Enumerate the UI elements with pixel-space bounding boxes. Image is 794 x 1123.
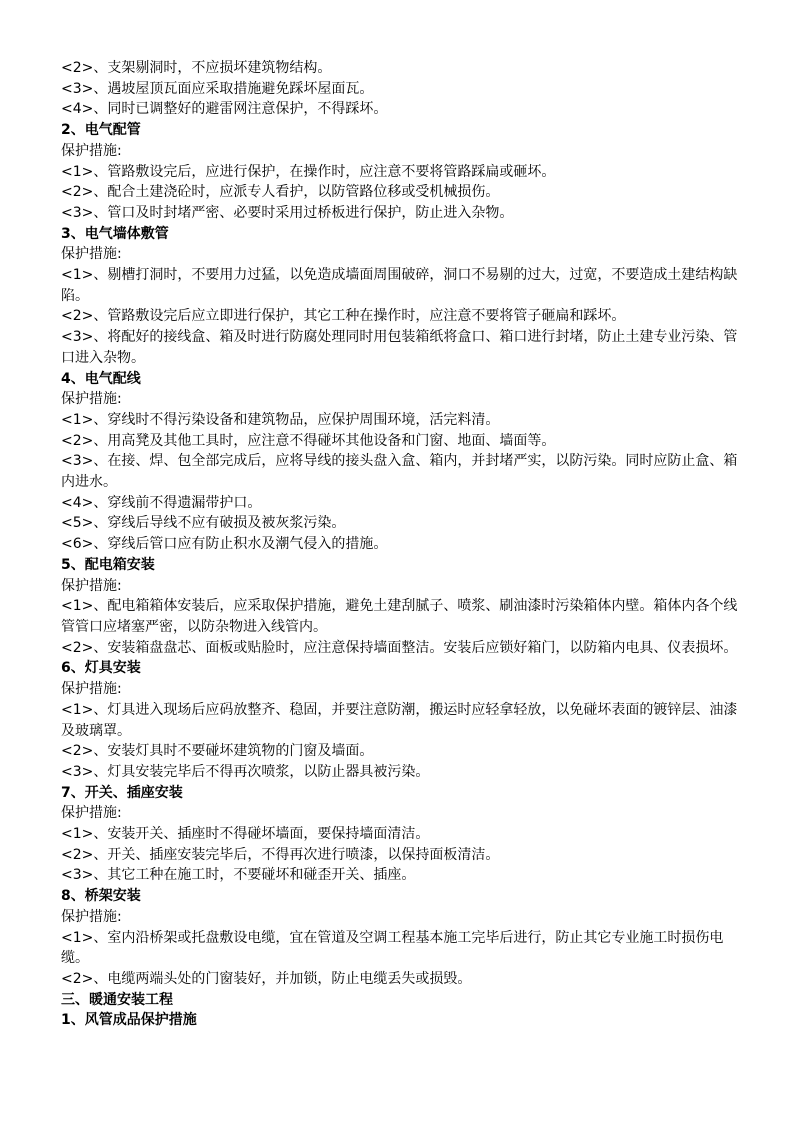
- paragraph: <6>、穿线后管口应有防止积水及潮气侵入的措施。: [61, 536, 388, 553]
- paragraph: 保护措施:: [61, 908, 122, 925]
- document-body: [61, 58, 739, 1031]
- paragraph: <1>、灯具进入现场后应码放整齐、稳固，并要注意防潮，搬运时应轻拿轻放，以免碰坏表面的镀锌层、油漆及玻璃罩。: [61, 701, 738, 739]
- section-heading: 3、电气墙体敷管: [61, 225, 169, 242]
- paragraph: <2>、电缆两端头处的门窗装好，并加锁，防止电缆丢失或损毁。: [61, 970, 472, 987]
- paragraph: <1>、穿线时不得污染设备和建筑物品，应保护周围环境，活完料清。: [61, 411, 500, 428]
- section-heading: 三、暖通安装工程: [61, 991, 173, 1008]
- section-heading: 6、灯具安装: [61, 660, 141, 677]
- paragraph: 保护措施:: [61, 246, 122, 263]
- paragraph: <3>、其它工种在施工时，不要碰坏和碰歪开关、插座。: [61, 867, 416, 884]
- paragraph: <3>、将配好的接线盒、箱及时进行防腐处理同时用包装箱纸将盒口、箱口进行封堵，防止土建专业污染、管口进入杂物。: [61, 329, 738, 366]
- paragraph: <1>、安装开关、插座时不得碰坏墙面，要保持墙面清洁。: [61, 826, 430, 843]
- paragraph: <1>、室内沿桥架或托盘敷设电缆，宜在管道及空调工程基本施工完毕后进行，防止其它专业施工时损伤电缆。: [61, 929, 724, 967]
- paragraph: <2>、支架剔洞时，不应损坏建筑物结构。: [61, 60, 332, 76]
- paragraph: <2>、开关、插座安装完毕后，不得再次进行喷漆，以保持面板清洁。: [61, 846, 500, 863]
- section-heading: 7、开关、插座安装: [61, 784, 183, 801]
- paragraph: 保护措施:: [61, 391, 122, 408]
- paragraph: <3>、遇坡屋顶瓦面应采取措施避免踩坏屋面瓦。: [61, 80, 374, 97]
- paragraph: <3>、管口及时封堵严密、必要时采用过桥板进行保护，防止进入杂物。: [61, 204, 514, 221]
- section-heading: 1、风管成品保护措施: [61, 1012, 197, 1029]
- paragraph: <5>、穿线后导线不应有破损及被灰浆污染。: [61, 515, 346, 532]
- paragraph: <2>、管路敷设完后应立即进行保护，其它工种在操作时，应注意不要将管子砸扁和踩坏。: [61, 308, 626, 325]
- paragraph: <2>、配合土建浇砼时，应派专人看护，以防管路位移或受机械损伤。: [61, 184, 500, 201]
- paragraph: <1>、剔槽打洞时，不要用力过猛，以免造成墙面周围破碎，洞口不易剔的过大，过宽，不要造成土建结构缺陷。: [61, 267, 738, 304]
- section-heading: 2、电气配管: [61, 122, 141, 139]
- paragraph: <4>、同时已调整好的避雷网注意保护，不得踩坏。: [61, 101, 388, 118]
- paragraph: <3>、灯具安装完毕后不得再次喷浆，以防止器具被污染。: [61, 763, 430, 780]
- paragraph: <1>、管路敷设完后，应进行保护，在操作时，应注意不要将管路踩扁或砸坏。: [61, 163, 556, 180]
- section-heading: 5、配电箱安装: [61, 556, 155, 573]
- paragraph: <2>、安装灯具时不要碰坏建筑物的门窗及墙面。: [61, 743, 374, 760]
- paragraph: 保护措施:: [61, 805, 122, 822]
- paragraph: 保护措施:: [61, 577, 122, 594]
- paragraph: <4>、穿线前不得遗漏带护口。: [61, 494, 262, 511]
- paragraph: 保护措施:: [61, 142, 122, 159]
- paragraph: <3>、在接、焊、包全部完成后，应将导线的接头盘入盒、箱内，并封堵严实，以防污染。同时应防止盒、箱内进水。: [61, 453, 738, 491]
- section-heading: 8、桥架安装: [61, 888, 141, 905]
- paragraph: 保护措施:: [61, 681, 122, 698]
- paragraph: <2>、用高凳及其他工具时，应注意不得碰坏其他设备和门窗、地面、墙面等。: [61, 432, 556, 449]
- paragraph: <1>、配电箱箱体安装后，应采取保护措施，避免土建刮腻子、喷浆、刷油漆时污染箱体内壁。箱体内各个线管管口应堵塞严密，以防杂物进入线管内。: [61, 598, 738, 635]
- paragraph: <2>、安装箱盘盘芯、面板或贴脸时，应注意保持墙面整洁。安装后应锁好箱门，以防箱内电具、仪表损坏。: [61, 639, 738, 656]
- section-heading: 4、电气配线: [61, 370, 141, 387]
